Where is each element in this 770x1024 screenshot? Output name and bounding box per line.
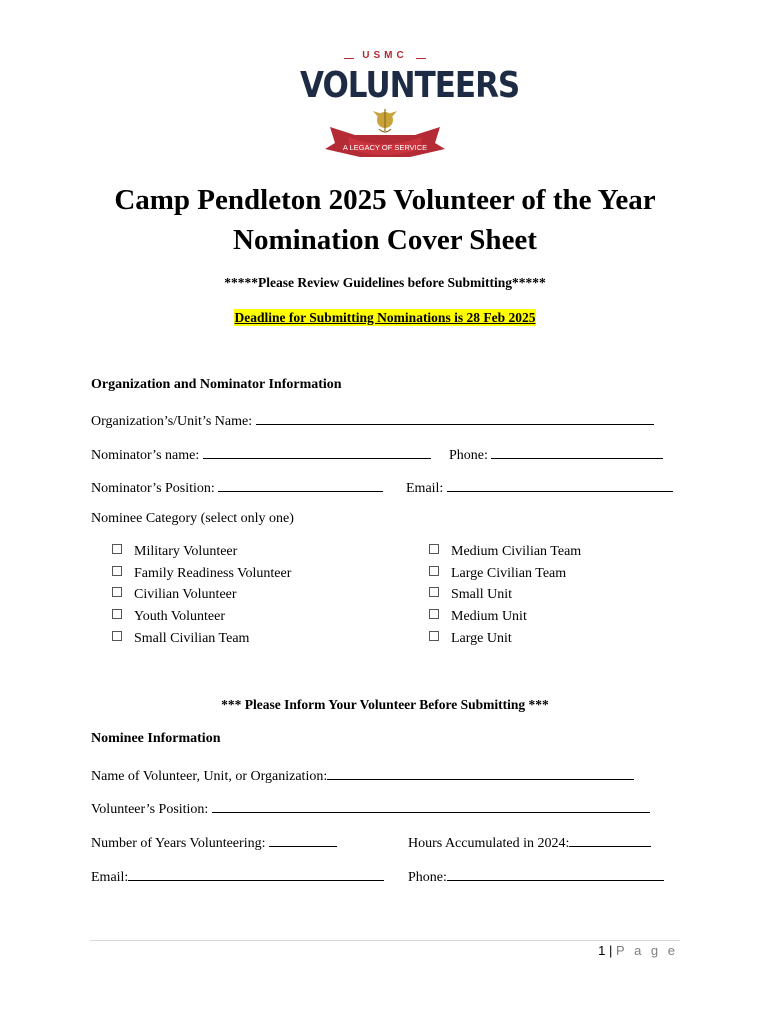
years-label: Number of Years Volunteering: [91, 836, 266, 851]
org-name-row [91, 410, 654, 430]
hours-field[interactable] [569, 832, 651, 847]
inform-volunteer-note: *** Please Inform Your Volunteer Before Submitting *** [221, 697, 549, 712]
nominator-phone-field[interactable] [491, 444, 663, 459]
category-option[interactable] [429, 544, 581, 560]
volunteer-phone-label: Phone: [408, 870, 447, 885]
page-word: P a g e [616, 943, 678, 958]
page-footer [598, 943, 678, 958]
nominee-category-label: Nominee Category (select only one) [91, 511, 294, 526]
checkbox-icon[interactable] [112, 587, 122, 597]
checkbox-icon[interactable] [429, 544, 439, 554]
checkbox-icon[interactable] [429, 566, 439, 576]
volunteer-position-field[interactable] [212, 798, 650, 813]
category-option[interactable] [429, 566, 566, 582]
category-option[interactable] [112, 566, 291, 582]
category-option-label: Civilian Volunteer [134, 587, 237, 602]
nominator-email-row [406, 477, 673, 497]
volunteer-name-field[interactable] [327, 765, 634, 780]
org-name-label: Organization’s/Unit’s Name: [91, 414, 253, 429]
volunteer-name-row [91, 765, 634, 785]
volunteer-position-row [91, 798, 650, 818]
nominee-section-heading: Nominee Information [91, 731, 221, 746]
years-row [91, 832, 337, 852]
logo-ribbon-emblem [300, 45, 520, 165]
nominator-email-label: Email: [406, 481, 444, 496]
checkbox-icon[interactable] [112, 544, 122, 554]
nominator-phone-row [449, 444, 663, 464]
category-option-label: Large Civilian Team [451, 566, 567, 581]
volunteer-email-row [91, 866, 384, 886]
category-option-label: Youth Volunteer [134, 609, 226, 624]
nominator-position-row [91, 477, 383, 497]
category-option-label: Small Unit [451, 587, 513, 602]
page-title-line-1: Camp Pendleton 2025 Volunteer of the Year [114, 184, 656, 216]
volunteer-position-label: Volunteer’s Position: [91, 802, 209, 817]
checkbox-icon[interactable] [112, 609, 122, 619]
footer-divider [90, 940, 680, 941]
category-option-label: Medium Unit [451, 609, 527, 624]
category-option[interactable] [429, 631, 512, 647]
volunteer-email-label: Email: [91, 870, 129, 885]
nominator-name-label: Nominator’s name: [91, 448, 200, 463]
category-option-label: Medium Civilian Team [451, 544, 582, 559]
logo-ribbon-text: A LEGACY OF SERVICE [342, 143, 428, 152]
checkbox-icon[interactable] [112, 566, 122, 576]
deadline-container [0, 309, 770, 327]
nominator-position-label: Nominator’s Position: [91, 481, 215, 496]
volunteer-email-field[interactable] [128, 866, 384, 881]
nominator-phone-label: Phone: [449, 448, 488, 463]
nominator-position-field[interactable] [218, 477, 383, 492]
logo-volunteers-text: VOLUNTEERS [300, 65, 520, 107]
checkbox-icon[interactable] [429, 609, 439, 619]
category-option[interactable] [112, 544, 237, 560]
page-title-line-2: Nomination Cover Sheet [233, 224, 537, 256]
volunteer-phone-field[interactable] [447, 866, 664, 881]
years-field[interactable] [269, 832, 337, 847]
page-separator: | [609, 943, 613, 958]
checkbox-icon[interactable] [429, 587, 439, 597]
category-option[interactable] [112, 631, 249, 647]
volunteer-name-label: Name of Volunteer, Unit, or Organization: [91, 769, 328, 784]
review-guidelines-note: *****Please Review Guidelines before Submitting***** [224, 275, 546, 290]
nominator-email-field[interactable] [447, 477, 673, 492]
category-option[interactable] [112, 587, 237, 603]
category-option[interactable] [429, 609, 527, 625]
category-option-label: Large Unit [451, 631, 512, 646]
category-option-label: Small Civilian Team [134, 631, 250, 646]
category-option-label: Military Volunteer [134, 544, 238, 559]
category-option[interactable] [112, 609, 225, 625]
checkbox-icon[interactable] [429, 631, 439, 641]
nominator-name-row [91, 444, 431, 464]
checkbox-icon[interactable] [112, 631, 122, 641]
org-section-heading: Organization and Nominator Information [91, 377, 342, 392]
volunteer-phone-row [408, 866, 664, 886]
hours-label: Hours Accumulated in 2024: [408, 836, 570, 851]
usmc-volunteers-logo [300, 45, 520, 165]
org-name-field[interactable] [256, 410, 654, 425]
category-option[interactable] [429, 587, 512, 603]
hours-row [408, 832, 651, 852]
deadline-highlight: Deadline for Submitting Nominations is 28 Feb 2025 [234, 310, 536, 325]
nominator-name-field[interactable] [203, 444, 431, 459]
category-option-label: Family Readiness Volunteer [134, 566, 292, 581]
page-number: 1 [598, 943, 606, 958]
logo-usmc-text: USMC [362, 50, 408, 61]
